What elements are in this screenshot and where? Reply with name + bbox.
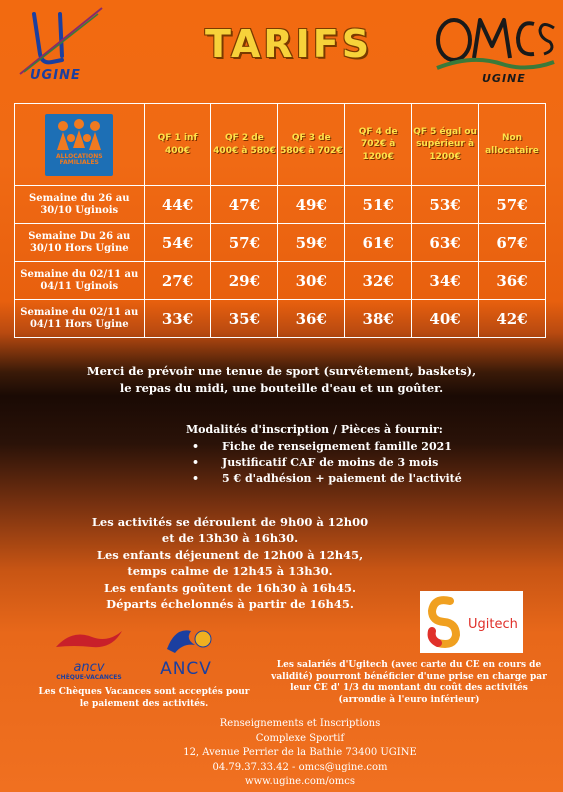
price-cell: 53€ [412, 186, 479, 224]
header-qf3: QF 3 de 580€ à 702€ [278, 104, 345, 186]
price-cell: 33€ [144, 300, 211, 338]
price-cell: 49€ [278, 186, 345, 224]
row-label: Semaine du 02/11 au 04/11 Uginois [15, 262, 145, 300]
caf-family-icon [45, 114, 113, 154]
price-cell: 57€ [211, 224, 278, 262]
price-cell: 44€ [144, 186, 211, 224]
price-cell: 29€ [211, 262, 278, 300]
price-cell: 34€ [412, 262, 479, 300]
page-title: TARIFS [205, 22, 373, 66]
ancv1-sub: CHÈQUE-VACANCES [56, 674, 122, 681]
ancv-cheque-vacances-logo [52, 627, 126, 681]
modalites-heading: Modalités d'inscription / Pièces à fournir: [186, 423, 443, 436]
contact-info [150, 717, 450, 790]
price-cell: 63€ [412, 224, 479, 262]
list-item: • Fiche de renseignement famille 2021 [186, 439, 526, 455]
ancv-text: Les Chèques Vacances sont acceptés pour le paiement des activités. [38, 687, 250, 710]
tarifs-table [14, 103, 546, 338]
price-cell: 42€ [479, 300, 546, 338]
price-cell: 36€ [278, 300, 345, 338]
table-row [15, 224, 546, 262]
horaires-line: et de 13h30 à 16h30. [161, 531, 299, 546]
ugine-logo [12, 6, 112, 96]
table-row [15, 262, 546, 300]
ancv-bird-globe-icon [145, 623, 227, 657]
ugine-emblem-icon [12, 6, 112, 76]
header-qf1: QF 1 inf 400€ [144, 104, 211, 186]
price-cell: 54€ [144, 224, 211, 262]
caf-logo-cell [15, 104, 145, 186]
row-label: Semaine Du 26 au 30/10 Hors Ugine [15, 224, 145, 262]
header-qf2: QF 2 de 400€ à 580€ [211, 104, 278, 186]
tenue-line: Merci de prévoir une tenue de sport (survêtement, baskets), [86, 364, 477, 378]
horaires-section [60, 514, 400, 613]
price-cell: 36€ [479, 262, 546, 300]
omcs-logo [432, 6, 557, 91]
price-cell: 30€ [278, 262, 345, 300]
price-cell: 51€ [345, 186, 412, 224]
contact-line: 04.79.37.33.42 - omcs@ugine.com [212, 761, 388, 773]
list-item: • Justificatif CAF de moins de 3 mois [186, 455, 526, 471]
price-cell: 57€ [479, 186, 546, 224]
tenue-line: le repas du midi, une bouteille d'eau et un goûter. [119, 381, 444, 396]
horaires-line: Les enfants goûtent de 16h30 à 16h45. [103, 580, 357, 595]
header-qf4: QF 4 de 702€ à 1200€ [345, 104, 412, 186]
price-cell: 61€ [345, 224, 412, 262]
table-row [15, 300, 546, 338]
ugitech-logo [420, 591, 523, 653]
price-cell: 27€ [144, 262, 211, 300]
contact-line: Complexe Sportif [255, 732, 345, 744]
price-cell: 32€ [345, 262, 412, 300]
modalites-list [186, 439, 526, 487]
list-item: • 5 € d'adhésion + paiement de l'activité [186, 471, 526, 487]
horaires-line: Les enfants déjeunent de 12h00 à 12h45, [96, 547, 364, 562]
modalites-section [186, 422, 526, 487]
ugitech-text: Les salariés d'Ugitech (avec carte du CE en cours de validité) pourront bénéficier d'une prise en charge par leur CE d' 1/3 du montant du coût des activités (arrondie à l'euro inférieur) [271, 660, 547, 706]
row-label: Semaine du 26 au 30/10 Uginois [15, 186, 145, 224]
price-cell: 59€ [278, 224, 345, 262]
ugitech-emblem-icon [420, 591, 468, 653]
ancv-bird-icon [52, 627, 126, 657]
price-cell: 38€ [345, 300, 412, 338]
ancv2-label: ANCV [160, 659, 212, 679]
table-row [15, 186, 546, 224]
price-cell: 67€ [479, 224, 546, 262]
contact-line: Renseignements et Inscriptions [219, 718, 381, 729]
ancv-logo [145, 623, 227, 679]
caf-logo-text: ALLOCATIONS FAMILIALES [56, 152, 103, 167]
ugitech-logo-label: Ugitech [468, 617, 518, 632]
horaires-line: temps calme de 12h45 à 13h30. [127, 564, 333, 579]
header-qf5: QF 5 égal ou supérieur à 1200€ [412, 104, 479, 186]
ancv1-label: ancv [73, 660, 105, 675]
price-cell: 35€ [211, 300, 278, 338]
contact-line: 12, Avenue Perrier de la Bathie 73400 UGINE [183, 747, 417, 758]
tenue-message [40, 363, 523, 398]
caf-logo [45, 114, 113, 176]
horaires-line: Départs échelonnés à partir de 16h45. [106, 597, 354, 612]
price-cell: 47€ [211, 186, 278, 224]
omcs-emblem-icon [432, 6, 557, 76]
table-header-row [15, 104, 546, 186]
omcs-logo-label: UGINE [482, 72, 526, 85]
ugine-logo-label: UGINE [30, 68, 81, 83]
horaires-line: Les activités se déroulent de 9h00 à 12h00 [91, 515, 369, 529]
header-non-allocataire: Non allocataire [479, 104, 546, 186]
price-cell: 40€ [412, 300, 479, 338]
contact-website: www.ugine.com/omcs [245, 776, 355, 787]
row-label: Semaine du 02/11 au 04/11 Hors Ugine [15, 300, 145, 338]
